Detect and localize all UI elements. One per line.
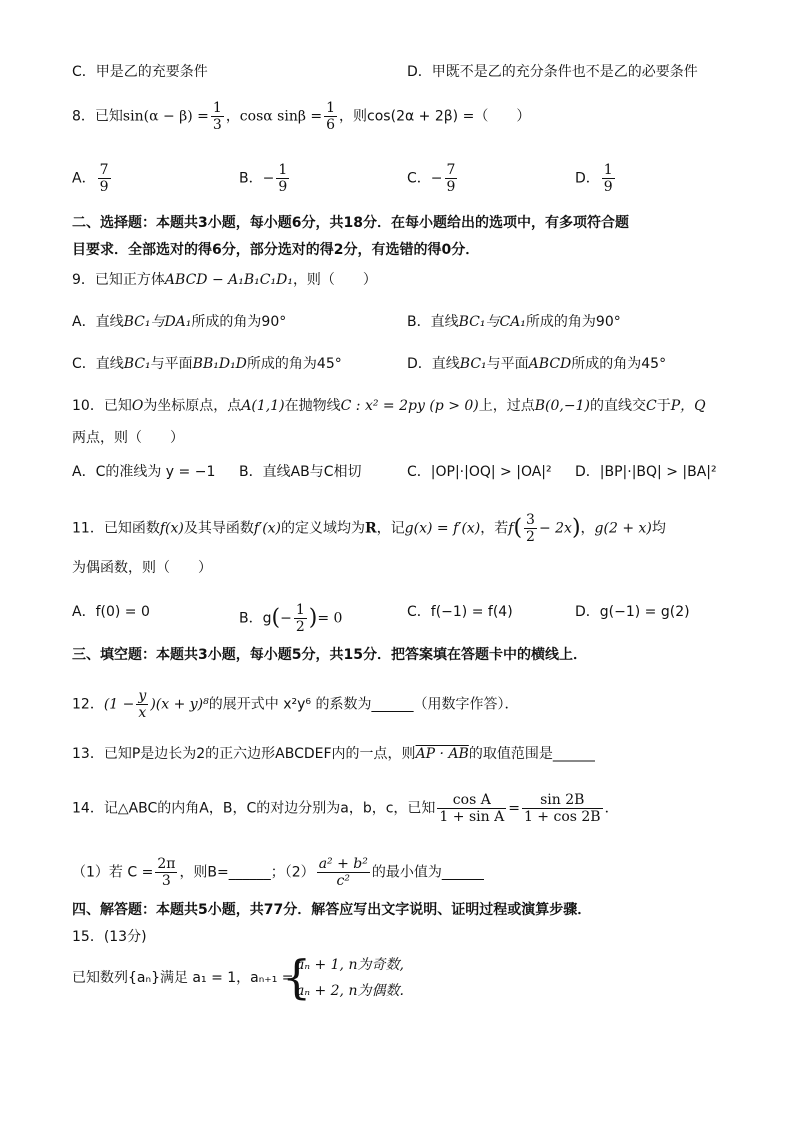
q11-option-c: C．f(−1) = f(4): [407, 604, 513, 620]
q11-stem-line1: 11．已知函数f(x)及其导函数f′(x)的定义域均为R，记g(x) = f′(x)，若f( $\frac{3}{2}$ − 2x)，g(2 + x)均: [72, 512, 666, 545]
q15-case-odd: aₙ + 1, n为奇数,: [296, 957, 404, 973]
q7-option-c: C．甲是乙的充要条件: [72, 64, 208, 80]
q14-subquestions: （1）若 C = $\frac{2\pi}{3}$ ，则B=______；（2） $\frac{\text{a² + b²}}{\text{c²}}$ 的最小值为______: [72, 856, 484, 889]
q10-stem-line2: 两点，则（ ）: [72, 430, 184, 446]
q15-header: 15．(13分): [72, 929, 147, 945]
q10-option-a: A．C的准线为 y = −1: [72, 464, 216, 480]
q8-option-c: C．− $\frac{7}{9}$: [407, 162, 456, 195]
section3-heading: 三、填空题：本题共3小题，每小题5分，共15分．把答案填在答题卡中的横线上．: [72, 647, 587, 663]
q11-stem-line2: 为偶函数，则（ ）: [72, 560, 212, 576]
q8-fraction-1: $\frac{1}{3}$: [212, 100, 222, 133]
q8-stem: [72, 100, 530, 133]
q9-option-c: C．直线BC₁与平面BB₁D₁D所成的角为45°: [72, 356, 342, 372]
q10-stem-line1: 10．已知O为坐标原点，点A(1,1)在抛物线C : x² = 2py (p > 0)上，过点B(0,−1)的直线交C于P，Q: [72, 398, 706, 414]
q8-option-d: D． $\frac{1}{9}$: [575, 162, 613, 195]
q9-stem: 9．已知正方体ABCD − A₁B₁C₁D₁，则（ ）: [72, 272, 377, 288]
q8-option-a: A． $\frac{7}{9}$: [72, 162, 109, 195]
q10-option-c: C．|OP|·|OQ| > |OA|²: [407, 464, 552, 480]
q7-option-d: D．甲既不是乙的充分条件也不是乙的必要条件: [407, 64, 698, 80]
q11-option-d: D．g(−1) = g(2): [575, 604, 690, 620]
q10-option-d: D．|BP|·|BQ| > |BA|²: [575, 464, 717, 480]
section4-heading: 四、解答题：本题共5小题，共77分．解答应写出文字说明、证明过程或演算步骤．: [72, 902, 592, 918]
q8-option-b: B．− $\frac{1}{9}$: [239, 162, 288, 195]
q8-sin-part: sin(α − β) =: [122, 108, 209, 125]
section2-heading-line2: 目要求．全部选对的得6分，部分选对的得2分，有选错的得0分．: [72, 242, 480, 258]
q8-number: 8．已知: [72, 108, 123, 125]
q13-vector-product: AP · AB: [415, 746, 469, 762]
q11-option-b: B．g(− $\frac{1}{2}$ )= 0: [239, 602, 343, 635]
q13-stem: 13．已知P是边长为2的正六边形ABCDEF内的一点，则AP · AB的取值范围是______: [72, 746, 595, 762]
q15-case-even: aₙ + 2, n为偶数.: [296, 983, 404, 999]
q8-fraction-2: $\frac{1}{6}$: [326, 100, 336, 133]
q15-cases-brace: {: [282, 950, 312, 1004]
q15-stem: 已知数列{aₙ}满足 a₁ = 1，aₙ₊₁ =: [72, 970, 294, 986]
q9-option-d: D．直线BC₁与平面ABCD所成的角为45°: [407, 356, 667, 372]
q8-mid: ，cosα sinβ =: [225, 108, 323, 125]
q12-stem: 12．(1 − $\frac{y}{x}$ )(x + y)⁸的展开式中 x²y⁶ 的系数为______（用数字作答）．: [72, 688, 519, 721]
section2-heading-line1: 二、选择题：本题共3小题，每小题6分，共18分．在每小题给出的选项中，有多项符合题: [72, 215, 629, 231]
q9-option-a: A．直线BC₁与DA₁所成的角为90°: [72, 314, 287, 330]
q10-option-b: B．直线AB与C相切: [239, 464, 362, 480]
q14-stem: 14．记△ABC的内角A，B，C的对边分别为a，b，c，已知 $\frac{\text{cos A}}{\text{1 + sin A}}$ = $\frac{\sin 2B}{1 + \cos 2B}$ ．: [72, 792, 619, 825]
q9-option-b: B．直线BC₁与CA₁所成的角为90°: [407, 314, 621, 330]
q11-option-a: A．f(0) = 0: [72, 604, 150, 620]
q8-tail: ，则cos(2α + 2β) =（ ）: [339, 108, 531, 125]
